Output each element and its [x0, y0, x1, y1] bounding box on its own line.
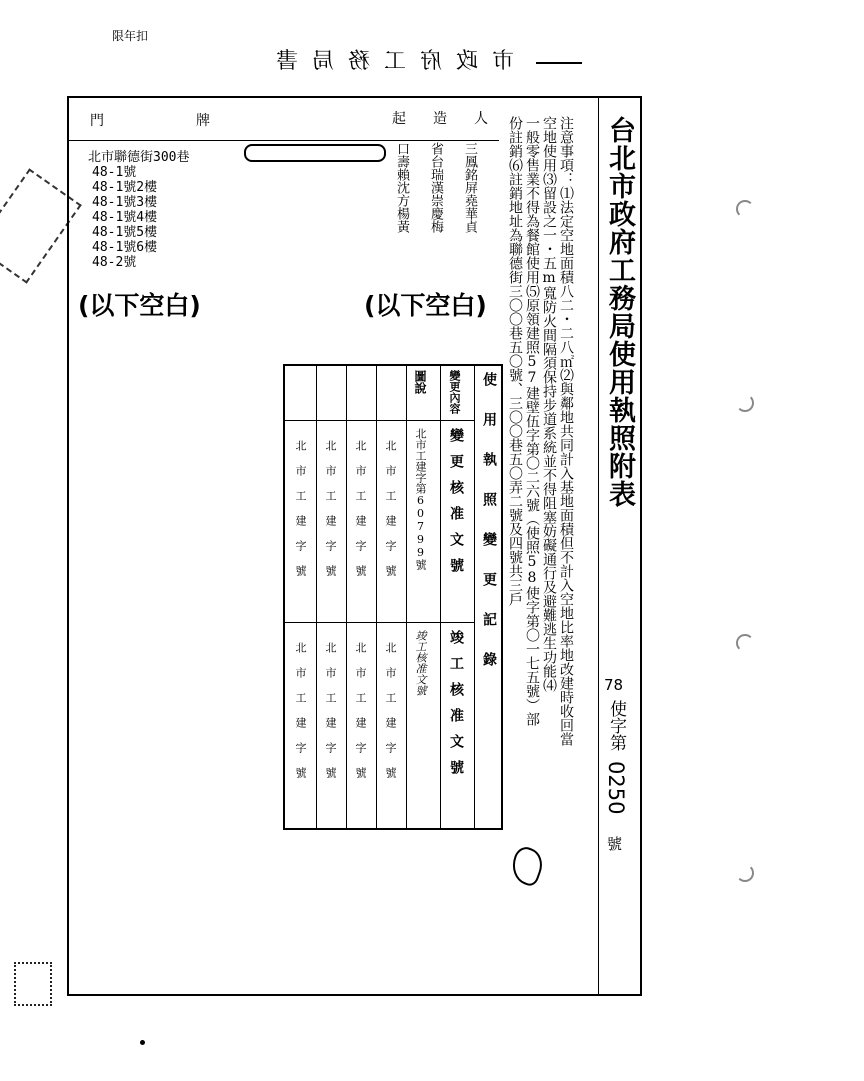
document-header: 市政府工務局書: [262, 49, 515, 74]
row-label-changes: 變更內容: [448, 370, 461, 414]
permit-number: [604, 676, 638, 851]
blank-note-right: (以下空白): [364, 291, 487, 320]
plate-header: 牌: [196, 113, 210, 129]
permit-suffix: 號: [605, 836, 623, 852]
address-street: 北市聯德街300巷: [88, 150, 190, 165]
crossed-out-scribble: [244, 144, 386, 162]
owner-header-char: 人: [474, 111, 488, 127]
usage-table-header: 使用執照變更記錄: [481, 372, 497, 692]
binding-mark-bottom: [14, 962, 52, 1006]
permit-stamp: 北市工建字號: [294, 642, 307, 792]
punch-hole-4: [736, 864, 754, 882]
top-note: 限年扣: [112, 29, 149, 43]
note-line-4: 份註銷⑹註銷地址為聯德街三〇〇巷五〇號、三〇〇巷五〇弄二號及四號共三戶: [507, 116, 523, 606]
row-label-drawings: 圖說: [413, 370, 427, 394]
note-line-3: 一般零售業不得為餐館使用⑸原領建照57建壁伍字第〇二六號（使照58使字第〇一七五號）部: [524, 116, 540, 726]
header-dash: [536, 62, 582, 64]
permit-stamp: 北市工建字號: [294, 440, 307, 590]
permit-number-value: 0250: [604, 761, 628, 815]
notes-block: [506, 116, 574, 956]
permit-stamp: 北市工建字號: [384, 440, 397, 590]
drawing-permit-col1: 北市工建字第60799號: [414, 428, 427, 570]
permit-stamp: 北市工建字號: [354, 642, 367, 792]
address-item: 48-1號: [92, 165, 137, 180]
address-item: 48-2號: [92, 255, 137, 270]
column-2-title: 竣工核准文號: [448, 630, 464, 786]
dot-mark: [140, 1040, 145, 1045]
permit-stamp: 北市工建字號: [324, 642, 337, 792]
owner-column-2: 省台瑞漢崇慶梅: [428, 142, 443, 233]
door-header: 門: [90, 113, 104, 129]
address-item: 48-1號5樓: [92, 225, 158, 240]
address-item: 48-1號2樓: [92, 180, 158, 195]
punch-hole-3: [736, 634, 754, 652]
owner-column-1: 口壽賴沈方楊黃: [394, 142, 409, 233]
punch-hole-2: [736, 394, 754, 412]
address-list: [88, 150, 238, 270]
blank-note-left: (以下空白): [78, 291, 201, 320]
document-title: 台北市政府工務局使用執照附表: [604, 116, 635, 508]
address-item: 48-1號3樓: [92, 195, 158, 210]
address-item: 48-1號6樓: [92, 240, 158, 255]
owner-header: [392, 108, 488, 128]
owner-header-char: 起: [392, 111, 406, 127]
owner-header-char: 造: [433, 111, 447, 127]
permit-stamp: 北市工建字號: [384, 642, 397, 792]
address-item: 48-1號4樓: [92, 210, 158, 225]
permit-stamp: 北市工建字號: [324, 440, 337, 590]
owner-column-3: 三鳳銘屏堯華貞: [462, 142, 477, 233]
note-line-1: 注意事項：⑴法定空地面積八二・二八㎡⑵與鄰地共同計入基地面積但不計入空地比率地改建時收回當: [558, 116, 574, 746]
drawing-permit-col2: 竣工核准文號: [414, 630, 427, 696]
note-line-2: 空地使用⑶留設之一・五m寬防火間隔須保持步道系統並不得阻塞妨礙通行及避難逃生功能⑷: [541, 116, 557, 692]
permit-prefix: 78: [604, 676, 624, 694]
permit-stamp: 北市工建字號: [354, 440, 367, 590]
permit-middle: 使字第: [606, 700, 626, 751]
column-1-title: 變更核准文號: [448, 428, 464, 584]
punch-hole-1: [736, 200, 754, 218]
